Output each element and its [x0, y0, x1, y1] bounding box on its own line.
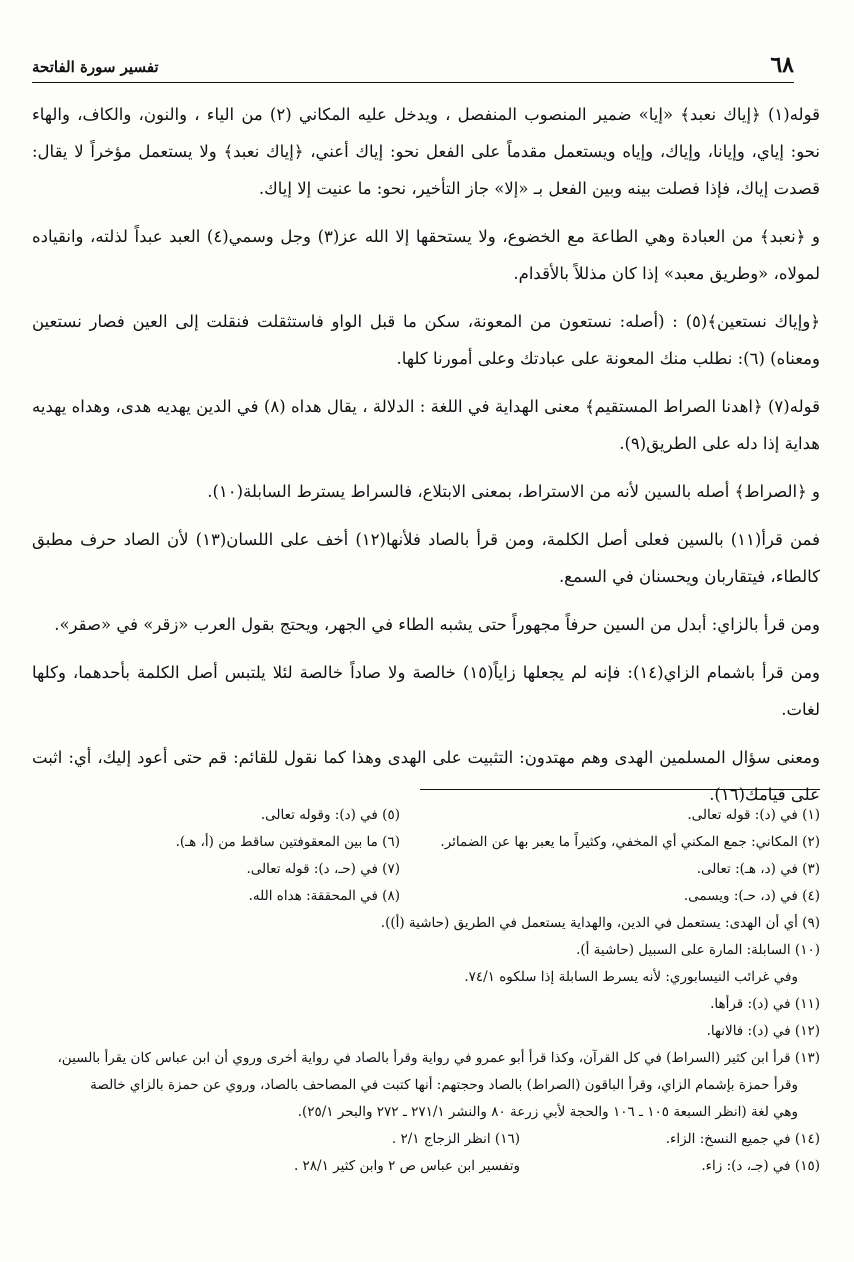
footnote-continuation: وفي غرائب النيسابوري: لأنه يسرط السابلة إذا سلكوه ٧٤/١. [464, 969, 798, 985]
paragraph: و ﴿الصراط﴾ أصله بالسين لأنه من الاستراط، بمعنى الابتلاع، فالسراط يسترط السابلة(١٠). [207, 482, 820, 501]
paragraph: قوله(١) ﴿إياك نعبد﴾ «إيا» ضمير المنصوب المنفصل ، ويدخل عليه المكاني (٢) من الياء ، والنون، والكاف، والهاء نحو: إياي، وإيانا، وإياك، وإياه ويستعمل مقدماً على الفعل نحو: إياك أعني، ﴿إياك نعبد﴾ ولا يستعمل مؤخراً لا يقال: قصدت إياك، فإذا فصلت بينه وبين الفعل بـ «إلا» جاز التأخير، نحو: ما عنيت إلا إياك. [32, 105, 820, 198]
footnote-row [40, 883, 820, 910]
footnote-row [40, 1126, 820, 1153]
paragraph: ومن قرأ بالزاي: أبدل من السين حرفاً مجهوراً حتى يشبه الطاء في الجهر، ويحتج بقول العرب «زقر» في «صقر». [54, 615, 820, 634]
footnote: (٩) أي أن الهدى: يستعمل في الدين، والهداية يستعمل في الطريق (حاشية (أ)). [380, 915, 820, 931]
footnote: (٤) في (د، حـ): ويسمى. [683, 888, 820, 904]
footnote: (١) في (د): قوله تعالى. [687, 807, 820, 823]
main-text [32, 96, 820, 824]
page-header [32, 52, 794, 83]
paragraph: ومن قرأ باشمام الزاي(١٤): فإنه لم يجعلها زاياً(١٥) خالصة ولا صاداً خالصة لئلا يلتبس أصل الكلمة بأحدهما، وكلها لغات. [32, 663, 821, 719]
footnote-row [40, 856, 820, 883]
footnote: (١٦) انظر الزجاج ٢/١ . [391, 1131, 520, 1147]
running-title: تفسير سورة الفاتحة [32, 58, 167, 76]
footnote: (١٢) في (د): فالانها. [706, 1023, 820, 1039]
paragraph: ومعنى سؤال المسلمين الهدى وهم مهتدون: التثبيت على الهدى وهذا كما نقول للقائم: قم حتى أعود إليك، أي: اثبت على قيامك(١٦). [32, 748, 820, 804]
paragraph: قوله(٧) ﴿اهدنا الصراط المستقيم﴾ معنى الهداية في اللغة : الدلالة ، يقال هداه (٨) في الدين يهديه هدى، وهداه يهديه هداية إذا دله على الطريق(٩). [32, 397, 821, 453]
footnote: (٧) في (حـ، د): قوله تعالى. [246, 861, 400, 877]
page-number: ٦٨ [762, 52, 794, 78]
paragraph: ﴿وإياك نستعين﴾(٥) : (أصله: نستعون من المعونة، سكن ما قبل الواو فاستثقلت فنقلت إلى العين فصار نستعين ومعناه) (٦): نطلب منك المعونة على عبادتك وعلى أمورنا كلها. [32, 312, 820, 368]
paragraph: و ﴿نعبد﴾ من العبادة وهي الطاعة مع الخضوع، ولا يستحقها إلا الله عز(٣) وجل وسمي(٤) العبد عبداً لذلته، وانقياده لمولاه، «وطريق معبد» إذا كان مذللاً بالأقدام. [32, 227, 820, 283]
footnote-row [40, 802, 820, 829]
footnote: (١١) في (د): قرأها. [710, 996, 820, 1012]
footnote: (١٥) في (جـ، د): زاء. [701, 1158, 820, 1174]
footnotes [40, 802, 820, 1180]
footnote: (٦) ما بين المعقوفتين ساقط من (أ، هـ). [175, 834, 400, 850]
footnote-continuation: وهي لغة (انظر السبعة ١٠٥ ـ ١٠٦ والحجة لأبي زرعة ٨٠ والنشر ٢٧١/١ ـ ٢٧٢ والبحر ٢٥/١). [297, 1104, 798, 1120]
footnote: (١٤) في جميع النسخ: الزاء. [665, 1131, 820, 1147]
footnote: (٢) المكاني: جمع المكني أي المخفي، وكثيراً ما يعبر بها عن الضمائر. [440, 834, 820, 850]
footnote: (٨) في المحققة: هداه الله. [248, 888, 400, 904]
footnote-row [40, 829, 820, 856]
footnote-continuation: وتفسير ابن عباس ص ٢ وابن كثير ٢٨/١ . [293, 1158, 520, 1174]
footnote-divider [420, 789, 820, 790]
footnote-continuation: وقرأ حمزة بإشمام الزاي، وقرأ الباقون (الصراط) بالصاد وحجتهم: أنها كتبت في المصاحف بالصاد، وروي عن حمزة بالزاي خالصة [90, 1077, 798, 1093]
footnote: (١٣) قرأ ابن كثير (السراط) في كل القرآن، وكذا قرأ أبو عمرو في رواية وقرأ بالصاد في رواية أخرى وروي أن ابن عباس كان يقرأ بالسين، [57, 1050, 820, 1066]
footnote: (٥) في (د): وقوله تعالى. [260, 807, 400, 823]
footnote: (١٠) السابلة: المارة على السبيل (حاشية أ). [576, 942, 820, 958]
footnote: (٣) في (د، هـ): تعالى. [696, 861, 820, 877]
footnote-row [40, 1153, 820, 1180]
paragraph: فمن قرأ(١١) بالسين فعلى أصل الكلمة، ومن قرأ بالصاد فلأنها(١٢) أخف على اللسان(١٣) لأن الصاد حرف مطبق كالطاء، فيتقاربان ويحسنان في السمع. [32, 530, 820, 586]
